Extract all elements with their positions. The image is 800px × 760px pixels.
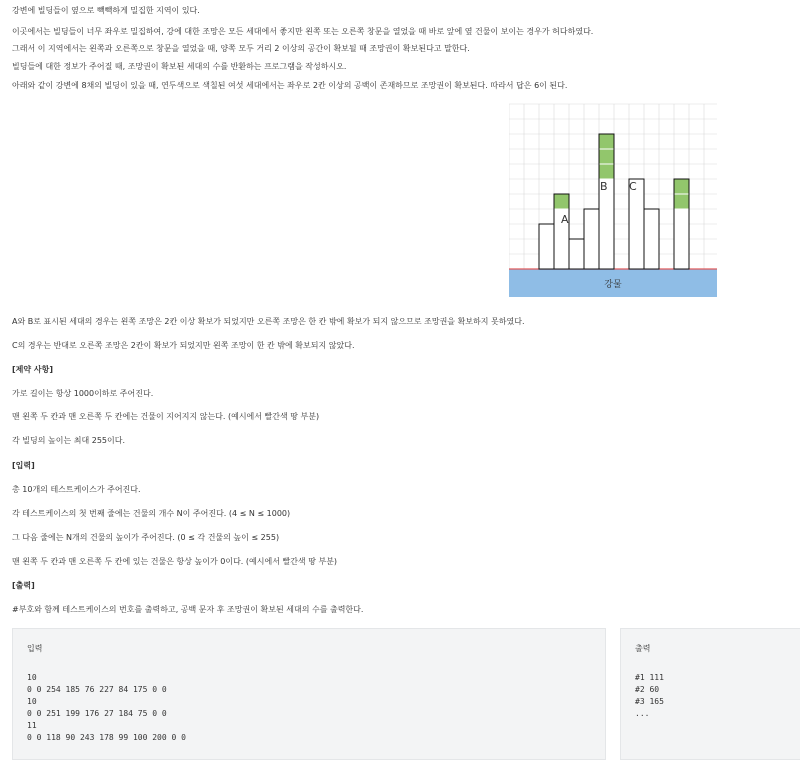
sample-output-line: #3 165 [635,697,664,706]
output-line-1: #부호와 함께 테스트케이스의 번호를 출력하고, 공백 문자 후 조망권이 확보된 세대의 수를 출력한다. [12,605,364,614]
view-secured-unit [675,195,689,209]
sample-output-line: #2 60 [635,685,660,694]
view-secured-unit [600,165,614,179]
building-4 [569,239,584,269]
input-line-2: 각 테스트케이스의 첫 번째 줄에는 건물의 개수 N이 주어진다. (4 ≤ N ≤ 1000) [12,509,291,518]
sample-input-line: 10 [27,697,37,706]
sample-input-line: 0 0 254 185 76 227 84 175 0 0 [27,685,167,694]
intro-paragraph-5: 아래와 같이 강변에 8채의 빌딩이 있을 때, 연두색으로 색칠된 여섯 세대에서는 좌우로 2칸 이상의 공백이 존재하므로 조망권이 확보된다. 따라서 답은 6이 된다. [12,81,568,90]
input-line-1: 총 10개의 테스트케이스가 주어진다. [12,485,141,494]
sample-input-content [27,672,186,744]
sample-output-content [635,672,664,720]
sample-output-line: #1 111 [635,673,664,682]
intro-paragraph-4: 빌딩들에 대한 정보가 주어질 때, 조망권이 확보된 세대의 수를 반환하는 프로그램을 작성하시오. [12,62,347,71]
view-secured-unit [675,180,689,194]
intro-paragraph-3: 그래서 이 지역에서는 왼쪽과 오른쪽으로 창문을 열었을 때, 양쪽 모두 거리 2 이상의 공간이 확보될 때 조망권이 확보된다고 말한다. [12,44,470,53]
label-b: B [600,180,608,193]
constraints-heading: [제약 사항] [12,365,54,374]
sample-input-line: 11 [27,721,37,730]
sample-input-panel [12,628,606,760]
sample-output-title: 출력 [635,644,651,653]
view-secured-unit [600,150,614,164]
input-line-3: 그 다음 줄에는 N개의 건물의 높이가 주어진다. (0 ≤ 각 건물의 높이 ≤ 255) [12,533,280,542]
label-c: C [629,180,637,193]
sample-input-title: 입력 [27,644,43,653]
explain-paragraph-1: A와 B로 표시된 세대의 경우는 왼쪽 조망은 2칸 이상 확보가 되었지만 오른쪽 조망은 한 칸 밖에 확보가 되지 않으므로 조망권을 확보하지 못하였다. [12,317,525,326]
intro-paragraph-1: 강변에 빌딩들이 옆으로 빽빽하게 밀집한 지역이 있다. [12,6,200,15]
view-secured-unit [555,195,569,209]
explain-paragraph-2: C의 경우는 반대로 오른쪽 조망은 2칸이 확보가 되었지만 왼쪽 조망이 한 칸 밖에 확보되지 않았다. [12,341,355,350]
input-heading: [입력] [12,461,35,470]
building-5 [584,209,599,269]
label-a: A [561,213,569,226]
sample-input-line: 0 0 251 199 176 27 184 75 0 0 [27,709,167,718]
building-9 [644,209,659,269]
output-heading: [출력] [12,581,35,590]
building-2 [539,224,554,269]
building-view-figure [509,103,717,297]
sample-input-line: 10 [27,673,37,682]
view-secured-unit [600,135,614,149]
constraint-line-1: 가로 길이는 항상 1000이하로 주어진다. [12,389,154,398]
input-line-4: 맨 왼쪽 두 칸과 맨 오른쪽 두 칸에 있는 건물은 항상 높이가 0이다. (예시에서 빨간색 땅 부분) [12,557,338,566]
sample-output-line: ... [635,709,650,718]
intro-paragraph-2: 이곳에서는 빌딩들이 너무 좌우로 밀집하여, 강에 대한 조망은 모든 세대에서 좋지만 왼쪽 또는 오른쪽 창문을 열었을 때 바로 앞에 옆 건물이 보이는 경우가 허다하였다. [12,27,594,36]
river-label: 강물 [604,280,622,290]
sample-input-line: 0 0 118 90 243 178 99 100 200 0 0 [27,733,186,742]
constraint-line-3: 각 빌딩의 높이는 최대 255이다. [12,436,125,445]
constraint-line-2: 맨 왼쪽 두 칸과 맨 오른쪽 두 칸에는 건물이 지어지지 않는다. (예시에서 빨간색 땅 부분) [12,412,320,421]
sample-output-panel [620,628,800,760]
